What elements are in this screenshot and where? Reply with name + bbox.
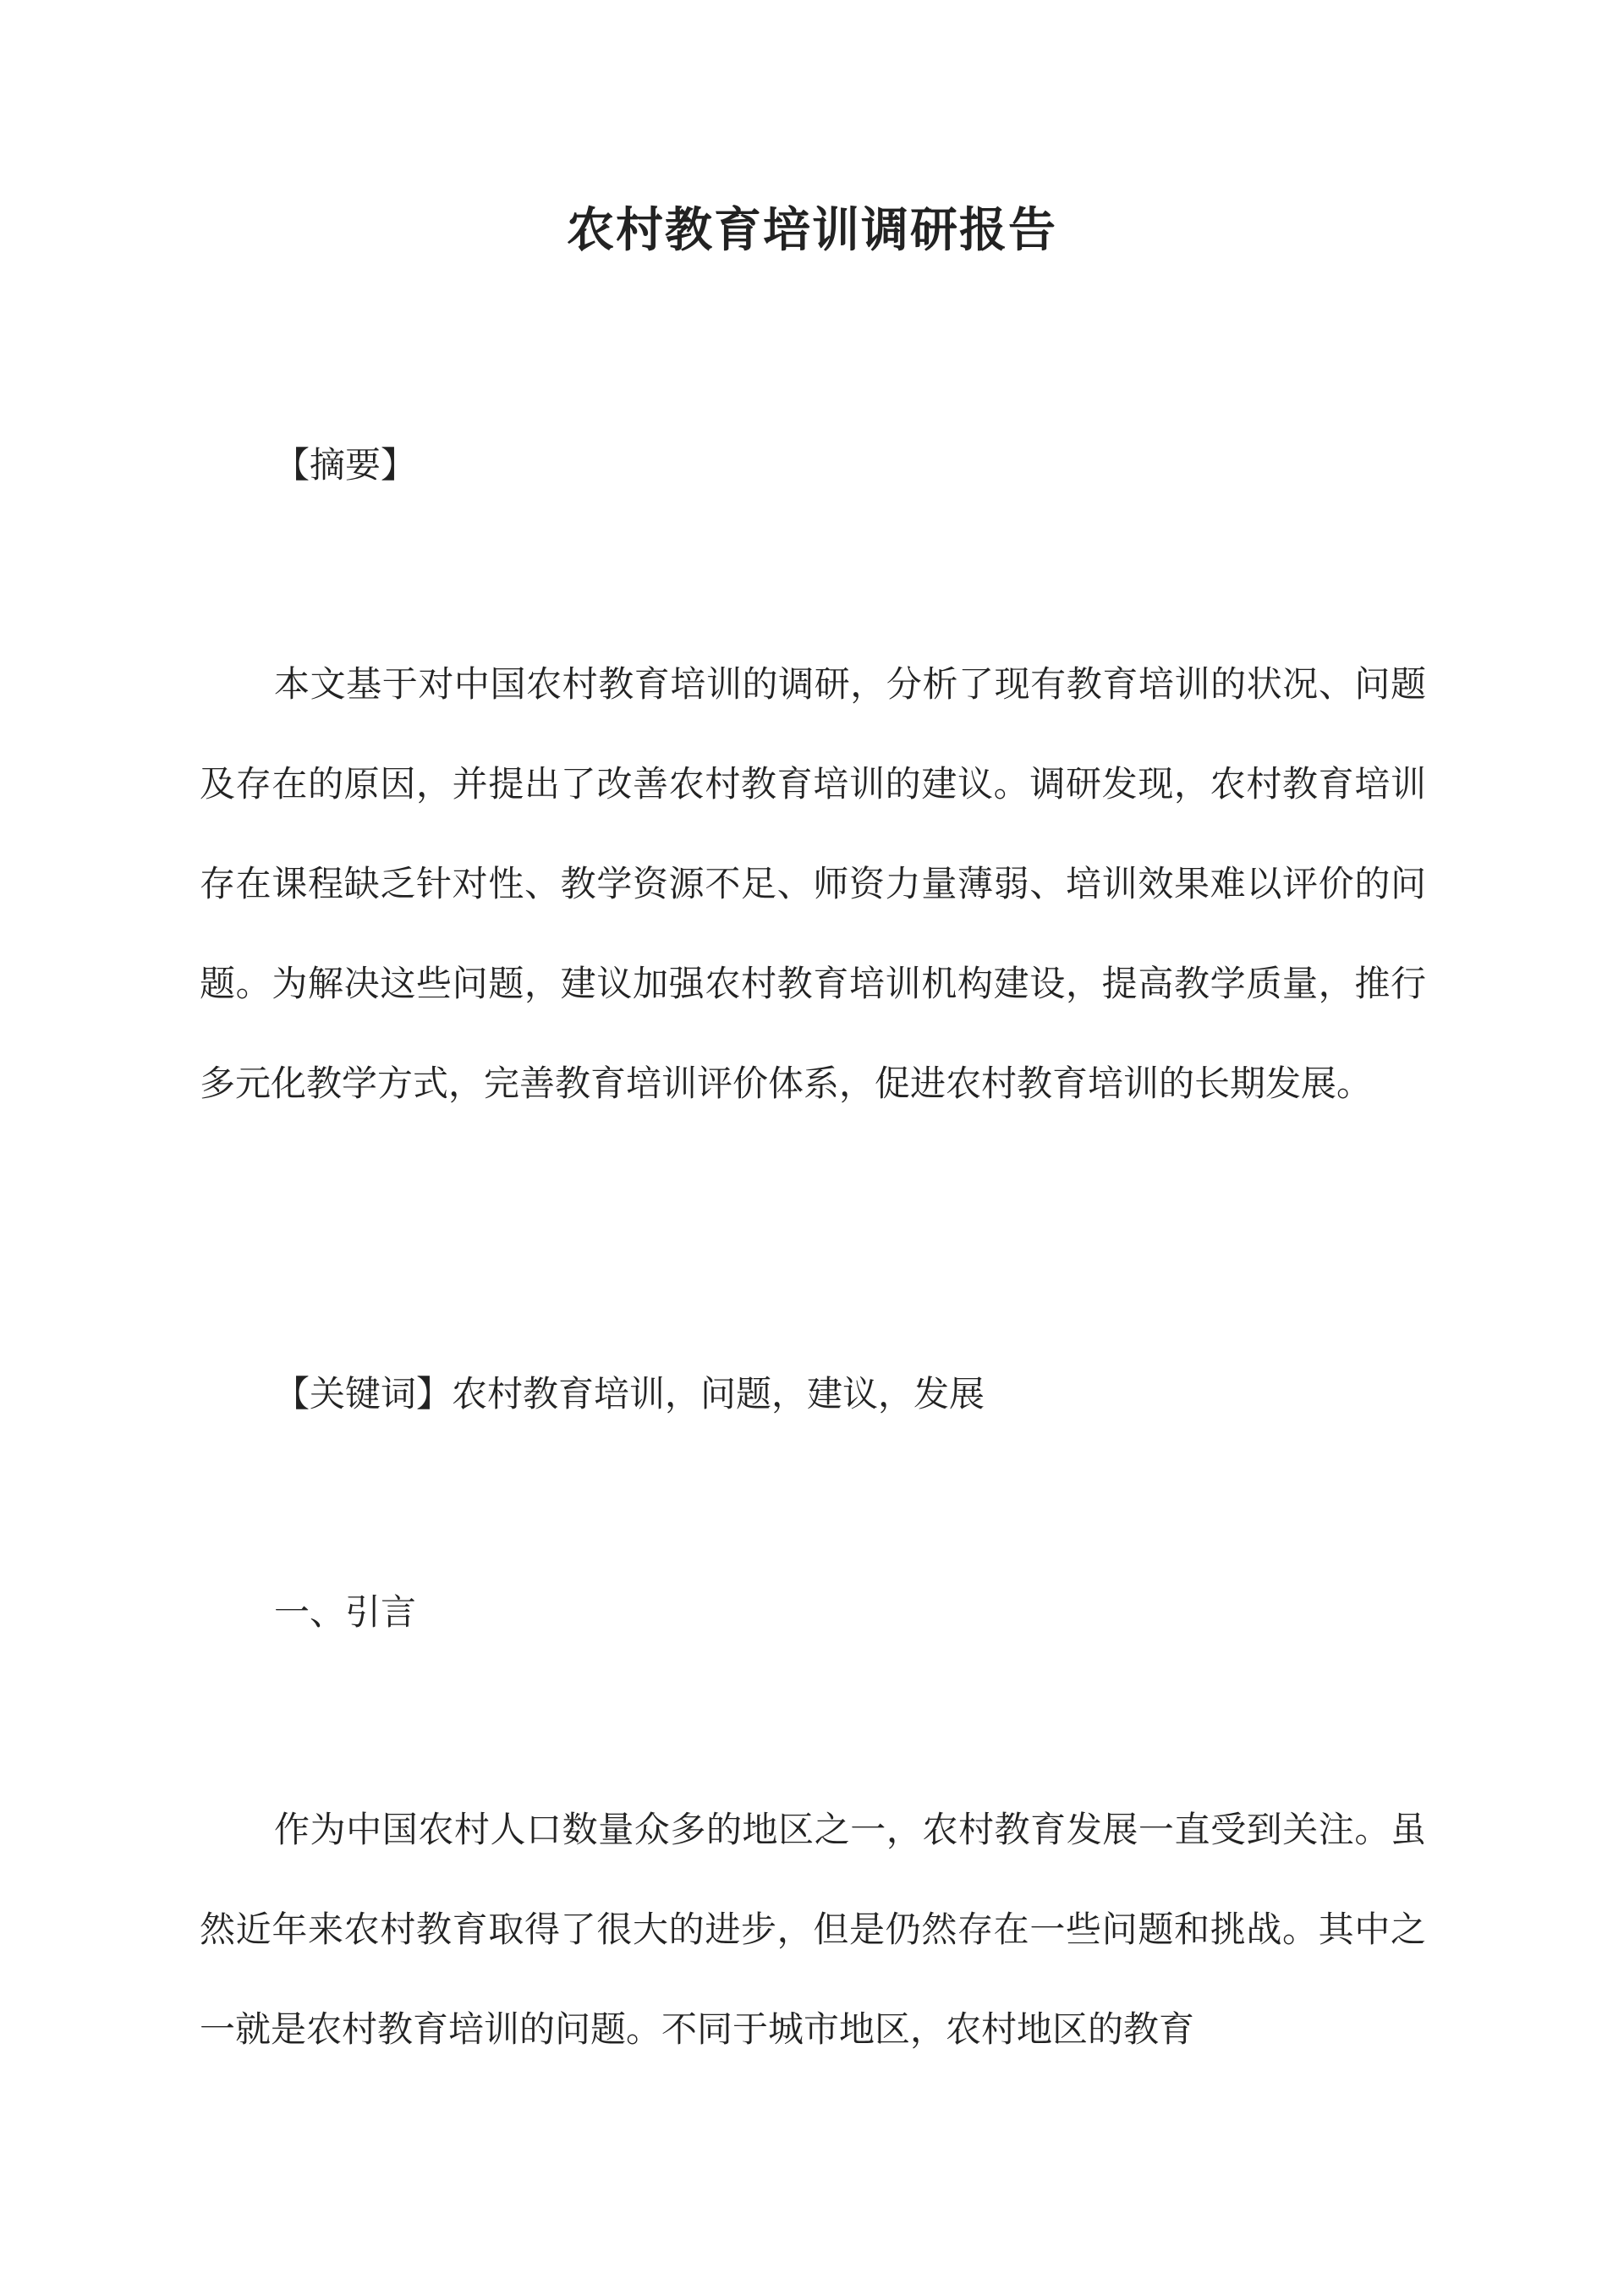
abstract-heading: 【摘要】 — [274, 444, 417, 486]
keywords-label: 【关键词】 — [274, 1373, 453, 1414]
section-heading-introduction: 一、引言 — [274, 1591, 417, 1633]
keywords-line — [274, 1369, 985, 1420]
document-title: 农村教育培训调研报告 — [567, 202, 1057, 258]
abstract-paragraph: 本文基于对中国农村教育培训的调研，分析了现有教育培训的状况、问题及存在的原因，并提出了改善农村教育培训的建议。调研发现，农村教育培训存在课程缺乏针对性、教学资源不足、师资力量薄弱、培训效果难以评价的问题。为解决这些问题，建议加强农村教育培训机构建设，提高教学质量，推行多元化教学方式，完善教育培训评价体系，促进农村教育培训的长期发展。 — [200, 663, 1426, 1104]
introduction-paragraph: 作为中国农村人口数量众多的地区之一，农村教育发展一直受到关注。虽然近年来农村教育取得了很大的进步，但是仍然存在一些问题和挑战。其中之一就是农村教育培训的问题。不同于城市地区，农村地区的教育 — [200, 1809, 1426, 2050]
keywords-text: 农村教育培训，问题，建议，发展 — [452, 1373, 985, 1414]
